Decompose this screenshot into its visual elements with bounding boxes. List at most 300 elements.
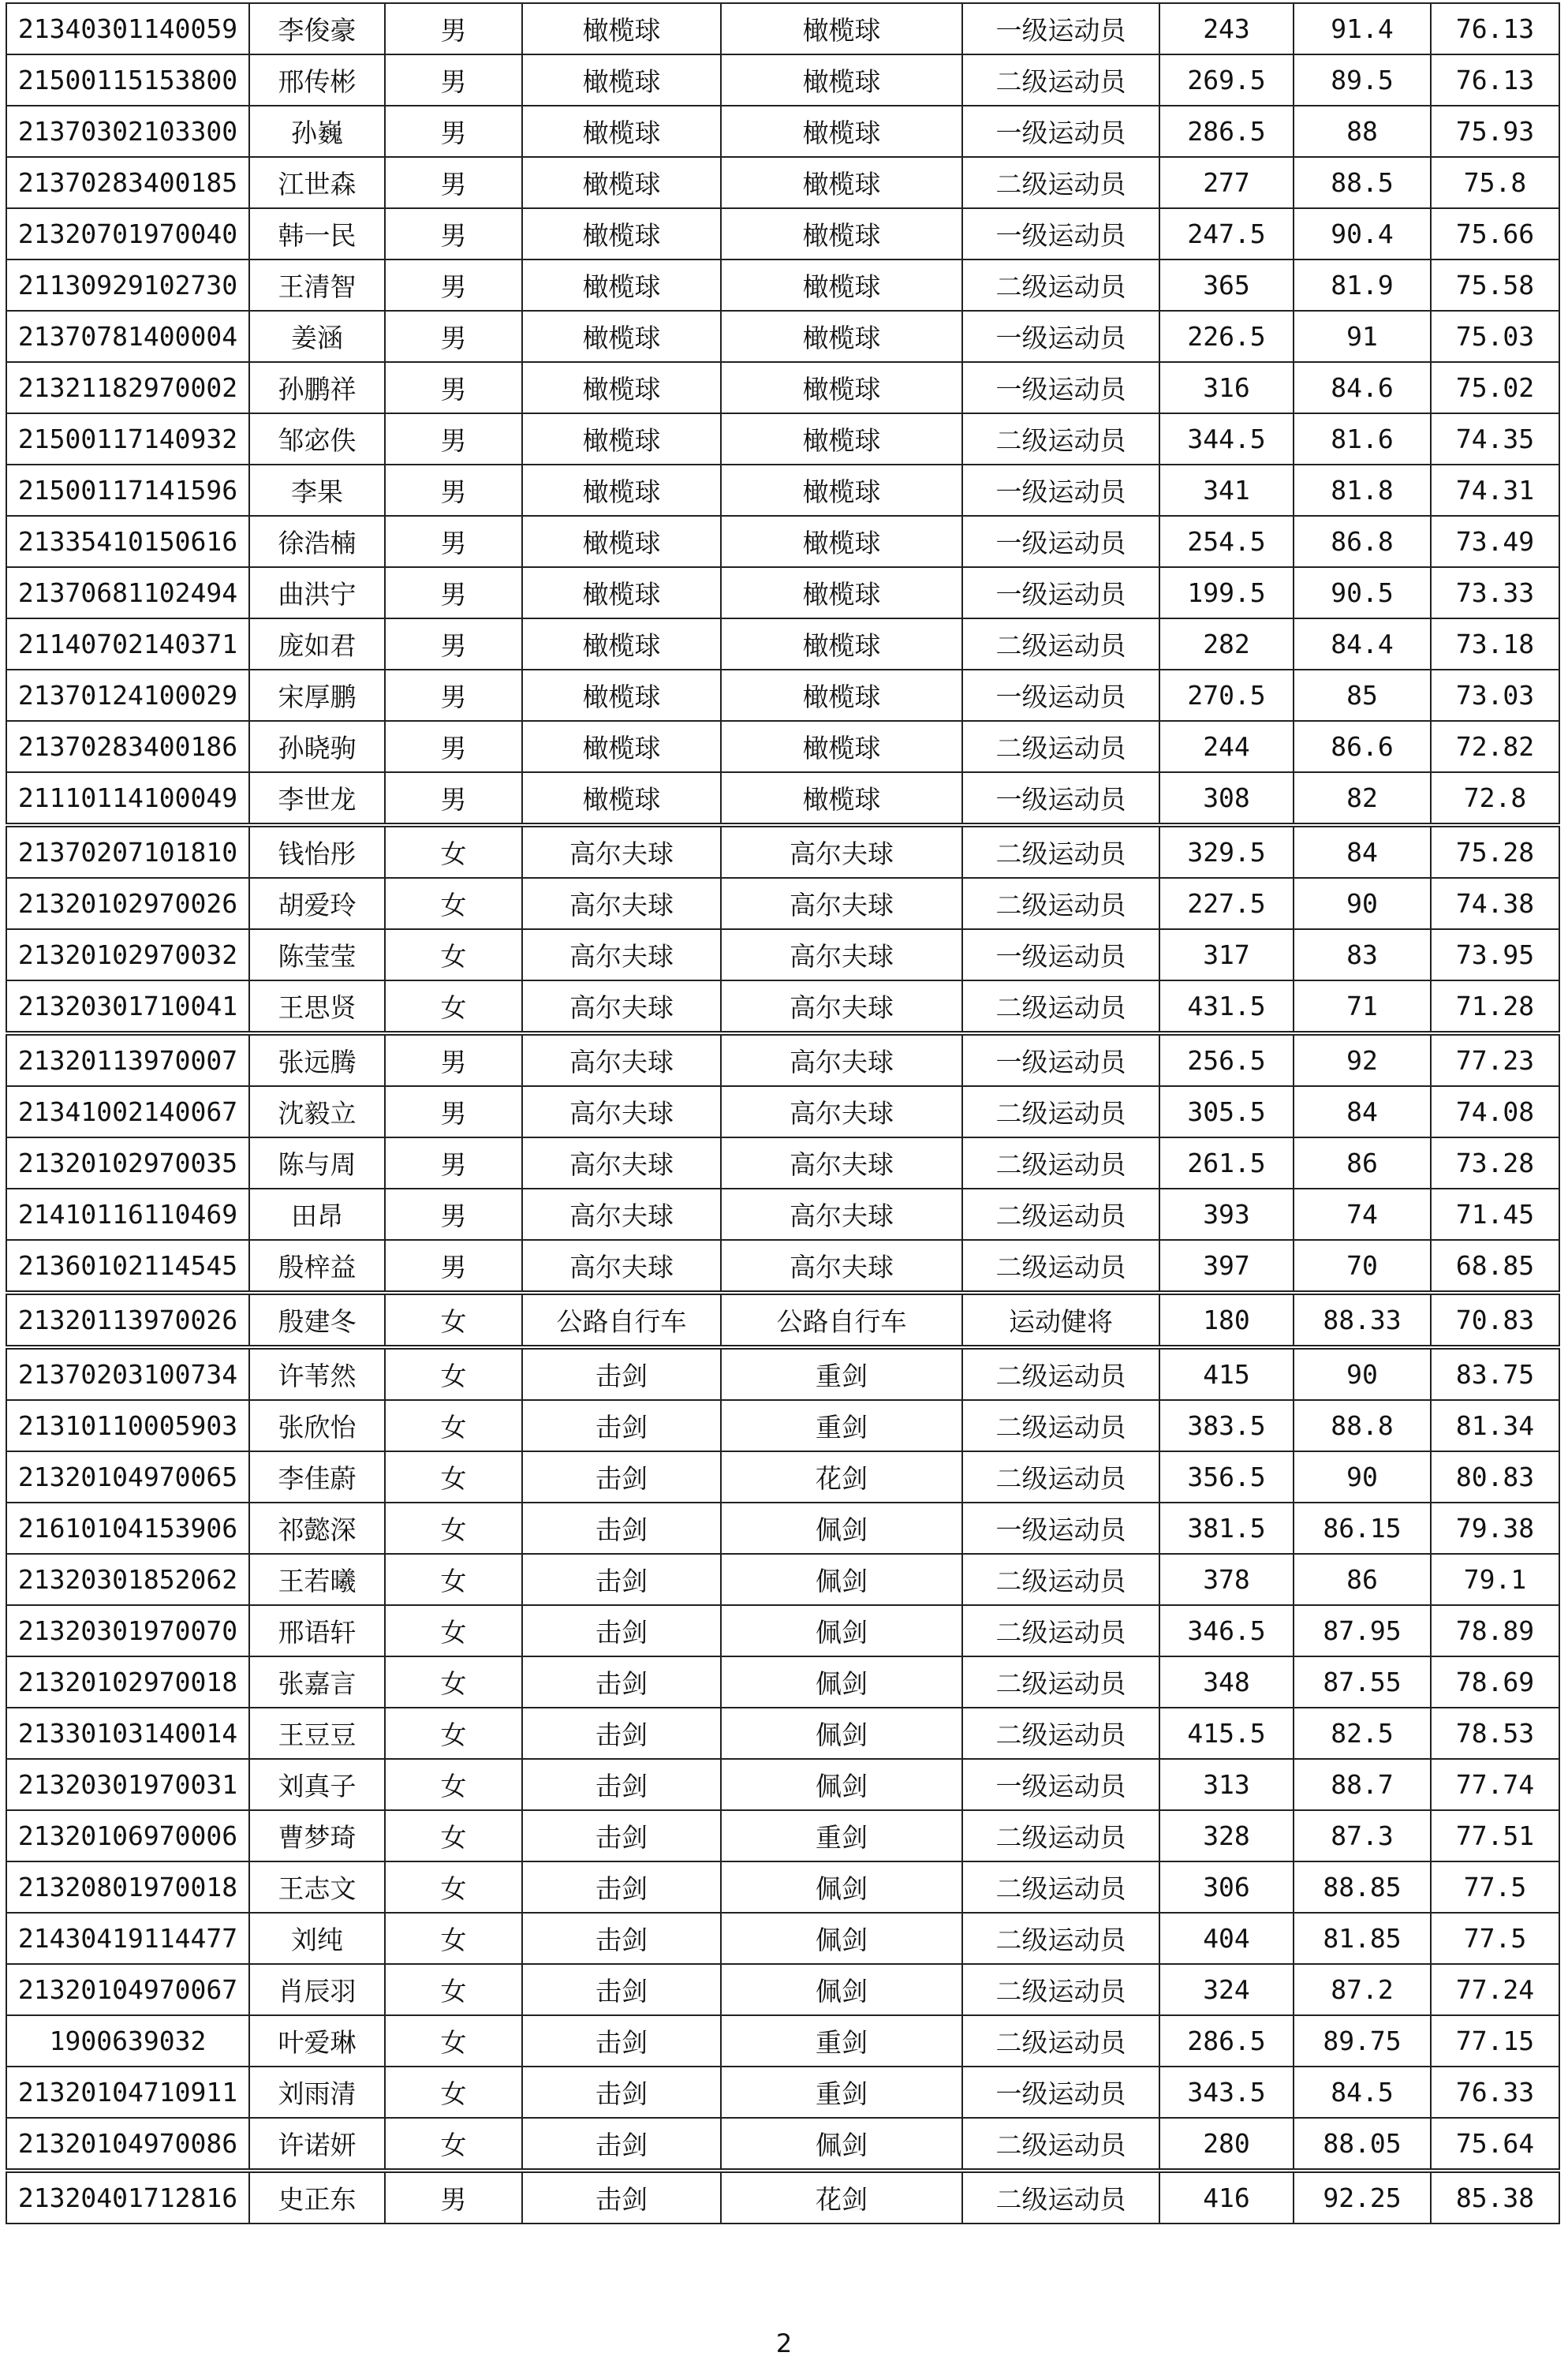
cell-sport: 击剑	[522, 1656, 721, 1708]
cell-athlete-level: 一级运动员	[962, 1503, 1159, 1554]
cell-event: 花剑	[721, 2171, 962, 2224]
cell-gender: 男	[385, 465, 522, 516]
cell-score-1: 286.5	[1159, 106, 1294, 157]
cell-candidate-id: 21130929102730	[6, 260, 249, 311]
cell-name: 姜涵	[249, 311, 385, 362]
cell-candidate-id: 21320301970031	[6, 1759, 249, 1810]
cell-score-1: 226.5	[1159, 311, 1294, 362]
cell-candidate-id: 21320301852062	[6, 1554, 249, 1605]
cell-total-score: 68.85	[1431, 1240, 1559, 1293]
cell-score-2: 86	[1294, 1554, 1431, 1605]
cell-candidate-id: 21370207101810	[6, 825, 249, 878]
cell-name: 许苇然	[249, 1347, 385, 1400]
cell-score-1: 313	[1159, 1759, 1294, 1810]
cell-name: 陈莹莹	[249, 929, 385, 980]
cell-event: 高尔夫球	[721, 1137, 962, 1189]
cell-event: 橄榄球	[721, 516, 962, 567]
cell-athlete-level: 二级运动员	[962, 1810, 1159, 1861]
cell-event: 公路自行车	[721, 1293, 962, 1347]
cell-gender: 男	[385, 54, 522, 106]
cell-score-1: 329.5	[1159, 825, 1294, 878]
cell-candidate-id: 21500115153800	[6, 54, 249, 106]
cell-event: 橄榄球	[721, 362, 962, 413]
cell-name: 张远腾	[249, 1033, 385, 1086]
cell-gender: 男	[385, 260, 522, 311]
cell-name: 王思贤	[249, 980, 385, 1033]
cell-score-2: 85	[1294, 670, 1431, 721]
cell-gender: 男	[385, 208, 522, 260]
cell-score-2: 91.4	[1294, 3, 1431, 54]
cell-name: 李果	[249, 465, 385, 516]
table-row	[6, 1503, 1559, 1554]
cell-athlete-level: 一级运动员	[962, 3, 1159, 54]
cell-candidate-id: 21340301140059	[6, 3, 249, 54]
cell-sport: 橄榄球	[522, 567, 721, 618]
cell-event: 橄榄球	[721, 157, 962, 208]
cell-total-score: 72.82	[1431, 721, 1559, 772]
cell-name: 钱怡彤	[249, 825, 385, 878]
cell-score-1: 416	[1159, 2171, 1294, 2224]
cell-sport: 击剑	[522, 2118, 721, 2171]
cell-total-score: 75.58	[1431, 260, 1559, 311]
table-row	[6, 772, 1559, 825]
cell-gender: 男	[385, 1086, 522, 1137]
cell-candidate-id: 21320102970018	[6, 1656, 249, 1708]
cell-athlete-level: 二级运动员	[962, 1240, 1159, 1293]
cell-sport: 橄榄球	[522, 260, 721, 311]
cell-gender: 男	[385, 721, 522, 772]
cell-gender: 男	[385, 157, 522, 208]
cell-sport: 高尔夫球	[522, 1033, 721, 1086]
cell-total-score: 80.83	[1431, 1451, 1559, 1503]
cell-gender: 男	[385, 516, 522, 567]
cell-total-score: 71.45	[1431, 1189, 1559, 1240]
cell-total-score: 75.8	[1431, 157, 1559, 208]
cell-name: 张欣怡	[249, 1400, 385, 1451]
cell-score-2: 87.55	[1294, 1656, 1431, 1708]
cell-name: 王若曦	[249, 1554, 385, 1605]
cell-score-2: 88.05	[1294, 2118, 1431, 2171]
cell-candidate-id: 21500117140932	[6, 413, 249, 465]
cell-total-score: 77.23	[1431, 1033, 1559, 1086]
cell-sport: 橄榄球	[522, 208, 721, 260]
cell-event: 佩剑	[721, 1913, 962, 1964]
cell-event: 橄榄球	[721, 3, 962, 54]
cell-score-1: 317	[1159, 929, 1294, 980]
cell-event: 重剑	[721, 2015, 962, 2067]
cell-score-2: 90.5	[1294, 567, 1431, 618]
cell-gender: 女	[385, 929, 522, 980]
cell-score-2: 87.3	[1294, 1810, 1431, 1861]
cell-score-2: 81.85	[1294, 1913, 1431, 1964]
cell-total-score: 78.53	[1431, 1708, 1559, 1759]
cell-score-2: 74	[1294, 1189, 1431, 1240]
cell-score-2: 81.6	[1294, 413, 1431, 465]
cell-athlete-level: 二级运动员	[962, 1400, 1159, 1451]
cell-event: 橄榄球	[721, 772, 962, 825]
cell-name: 韩一民	[249, 208, 385, 260]
cell-score-1: 397	[1159, 1240, 1294, 1293]
cell-candidate-id: 21410116110469	[6, 1189, 249, 1240]
table-row	[6, 1810, 1559, 1861]
cell-name: 祁懿深	[249, 1503, 385, 1554]
table-row	[6, 1759, 1559, 1810]
cell-name: 孙晓驹	[249, 721, 385, 772]
cell-score-1: 306	[1159, 1861, 1294, 1913]
cell-name: 庞如君	[249, 618, 385, 670]
cell-score-2: 84	[1294, 825, 1431, 878]
cell-athlete-level: 二级运动员	[962, 1605, 1159, 1656]
cell-score-2: 86.15	[1294, 1503, 1431, 1554]
cell-gender: 男	[385, 2171, 522, 2224]
cell-athlete-level: 一级运动员	[962, 772, 1159, 825]
cell-total-score: 73.49	[1431, 516, 1559, 567]
cell-sport: 击剑	[522, 1964, 721, 2015]
cell-event: 橄榄球	[721, 670, 962, 721]
cell-athlete-level: 运动健将	[962, 1293, 1159, 1347]
cell-candidate-id: 21320104970086	[6, 2118, 249, 2171]
cell-athlete-level: 二级运动员	[962, 721, 1159, 772]
cell-candidate-id: 21320104970067	[6, 1964, 249, 2015]
cell-score-2: 70	[1294, 1240, 1431, 1293]
cell-total-score: 77.24	[1431, 1964, 1559, 2015]
cell-candidate-id: 21320701970040	[6, 208, 249, 260]
cell-total-score: 83.75	[1431, 1347, 1559, 1400]
cell-score-1: 393	[1159, 1189, 1294, 1240]
cell-gender: 女	[385, 1810, 522, 1861]
cell-event: 花剑	[721, 1451, 962, 1503]
cell-event: 佩剑	[721, 1759, 962, 1810]
cell-score-2: 82	[1294, 772, 1431, 825]
cell-gender: 女	[385, 878, 522, 929]
cell-event: 高尔夫球	[721, 980, 962, 1033]
cell-name: 孙巍	[249, 106, 385, 157]
cell-total-score: 76.13	[1431, 3, 1559, 54]
cell-event: 橄榄球	[721, 465, 962, 516]
cell-candidate-id: 21500117141596	[6, 465, 249, 516]
cell-sport: 击剑	[522, 2015, 721, 2067]
cell-score-2: 81.9	[1294, 260, 1431, 311]
cell-score-2: 88.5	[1294, 157, 1431, 208]
cell-gender: 男	[385, 618, 522, 670]
cell-candidate-id: 21320301710041	[6, 980, 249, 1033]
cell-score-1: 431.5	[1159, 980, 1294, 1033]
cell-score-2: 82.5	[1294, 1708, 1431, 1759]
table-row	[6, 2067, 1559, 2118]
cell-total-score: 77.74	[1431, 1759, 1559, 1810]
cell-total-score: 73.03	[1431, 670, 1559, 721]
cell-name: 王清智	[249, 260, 385, 311]
cell-sport: 橄榄球	[522, 157, 721, 208]
cell-gender: 女	[385, 825, 522, 878]
cell-score-2: 86	[1294, 1137, 1431, 1189]
cell-sport: 高尔夫球	[522, 980, 721, 1033]
cell-gender: 男	[385, 670, 522, 721]
table-row	[6, 2171, 1559, 2224]
cell-score-2: 90.4	[1294, 208, 1431, 260]
cell-score-2: 88	[1294, 106, 1431, 157]
cell-candidate-id: 21370283400185	[6, 157, 249, 208]
cell-athlete-level: 二级运动员	[962, 1137, 1159, 1189]
cell-score-1: 365	[1159, 260, 1294, 311]
cell-score-2: 90	[1294, 878, 1431, 929]
cell-athlete-level: 二级运动员	[962, 1189, 1159, 1240]
cell-candidate-id: 21610104153906	[6, 1503, 249, 1554]
cell-sport: 击剑	[522, 1554, 721, 1605]
cell-score-1: 243	[1159, 3, 1294, 54]
cell-athlete-level: 一级运动员	[962, 465, 1159, 516]
cell-candidate-id: 21320106970006	[6, 1810, 249, 1861]
cell-sport: 击剑	[522, 1347, 721, 1400]
cell-total-score: 75.03	[1431, 311, 1559, 362]
table-row	[6, 1347, 1559, 1400]
cell-name: 李世龙	[249, 772, 385, 825]
cell-total-score: 81.34	[1431, 1400, 1559, 1451]
cell-athlete-level: 二级运动员	[962, 2015, 1159, 2067]
cell-candidate-id: 21320102970035	[6, 1137, 249, 1189]
cell-score-1: 415	[1159, 1347, 1294, 1400]
cell-score-2: 91	[1294, 311, 1431, 362]
cell-gender: 女	[385, 1503, 522, 1554]
cell-name: 邢传彬	[249, 54, 385, 106]
cell-name: 刘真子	[249, 1759, 385, 1810]
cell-name: 曹梦琦	[249, 1810, 385, 1861]
cell-event: 重剑	[721, 1400, 962, 1451]
cell-athlete-level: 一级运动员	[962, 362, 1159, 413]
cell-candidate-id: 21320301970070	[6, 1605, 249, 1656]
cell-name: 邢语轩	[249, 1605, 385, 1656]
cell-sport: 橄榄球	[522, 54, 721, 106]
table-row	[6, 980, 1559, 1033]
table-row	[6, 1033, 1559, 1086]
cell-candidate-id: 21140702140371	[6, 618, 249, 670]
roster-table	[6, 2, 1560, 2224]
cell-gender: 男	[385, 311, 522, 362]
cell-gender: 男	[385, 1033, 522, 1086]
cell-score-2: 87.95	[1294, 1605, 1431, 1656]
roster-table-container	[6, 2, 1559, 2224]
table-row	[6, 2015, 1559, 2067]
cell-name: 江世森	[249, 157, 385, 208]
cell-sport: 高尔夫球	[522, 1240, 721, 1293]
cell-sport: 橄榄球	[522, 413, 721, 465]
cell-total-score: 79.1	[1431, 1554, 1559, 1605]
cell-total-score: 73.95	[1431, 929, 1559, 980]
cell-sport: 橄榄球	[522, 516, 721, 567]
cell-gender: 男	[385, 106, 522, 157]
cell-candidate-id: 21370302103300	[6, 106, 249, 157]
cell-candidate-id: 21370283400186	[6, 721, 249, 772]
cell-candidate-id: 21320113970007	[6, 1033, 249, 1086]
cell-score-1: 227.5	[1159, 878, 1294, 929]
cell-name: 陈与周	[249, 1137, 385, 1189]
cell-name: 田昂	[249, 1189, 385, 1240]
cell-total-score: 77.5	[1431, 1861, 1559, 1913]
cell-gender: 女	[385, 2015, 522, 2067]
cell-event: 高尔夫球	[721, 1086, 962, 1137]
cell-name: 殷梓益	[249, 1240, 385, 1293]
cell-athlete-level: 二级运动员	[962, 1861, 1159, 1913]
table-row	[6, 208, 1559, 260]
cell-event: 橄榄球	[721, 721, 962, 772]
cell-name: 孙鹏祥	[249, 362, 385, 413]
cell-score-2: 87.2	[1294, 1964, 1431, 2015]
cell-score-1: 270.5	[1159, 670, 1294, 721]
cell-name: 李佳蔚	[249, 1451, 385, 1503]
cell-score-2: 84.5	[1294, 2067, 1431, 2118]
cell-score-1: 254.5	[1159, 516, 1294, 567]
table-row	[6, 413, 1559, 465]
cell-sport: 橄榄球	[522, 721, 721, 772]
table-row	[6, 670, 1559, 721]
cell-score-1: 282	[1159, 618, 1294, 670]
cell-score-1: 316	[1159, 362, 1294, 413]
cell-score-2: 81.8	[1294, 465, 1431, 516]
cell-candidate-id: 21430419114477	[6, 1913, 249, 1964]
cell-total-score: 76.33	[1431, 2067, 1559, 2118]
cell-score-2: 83	[1294, 929, 1431, 980]
table-row	[6, 260, 1559, 311]
cell-event: 橄榄球	[721, 106, 962, 157]
cell-athlete-level: 一级运动员	[962, 2067, 1159, 2118]
cell-athlete-level: 二级运动员	[962, 1656, 1159, 1708]
cell-sport: 击剑	[522, 2171, 721, 2224]
table-row	[6, 1240, 1559, 1293]
table-row	[6, 1451, 1559, 1503]
cell-score-2: 92	[1294, 1033, 1431, 1086]
cell-candidate-id: 21320104970065	[6, 1451, 249, 1503]
cell-sport: 高尔夫球	[522, 878, 721, 929]
cell-event: 重剑	[721, 2067, 962, 2118]
cell-sport: 橄榄球	[522, 772, 721, 825]
cell-event: 佩剑	[721, 1605, 962, 1656]
cell-event: 佩剑	[721, 1503, 962, 1554]
cell-event: 佩剑	[721, 1656, 962, 1708]
roster-rows	[6, 3, 1559, 2224]
cell-score-2: 89.75	[1294, 2015, 1431, 2067]
cell-event: 高尔夫球	[721, 825, 962, 878]
table-row	[6, 1708, 1559, 1759]
cell-athlete-level: 一级运动员	[962, 208, 1159, 260]
cell-candidate-id: 21370124100029	[6, 670, 249, 721]
cell-event: 佩剑	[721, 1861, 962, 1913]
cell-sport: 橄榄球	[522, 106, 721, 157]
cell-athlete-level: 二级运动员	[962, 157, 1159, 208]
cell-score-2: 86.8	[1294, 516, 1431, 567]
cell-score-1: 308	[1159, 772, 1294, 825]
table-row	[6, 157, 1559, 208]
cell-score-1: 256.5	[1159, 1033, 1294, 1086]
cell-athlete-level: 一级运动员	[962, 670, 1159, 721]
cell-event: 橄榄球	[721, 618, 962, 670]
cell-name: 宋厚鹏	[249, 670, 385, 721]
cell-total-score: 75.64	[1431, 2118, 1559, 2171]
page-number: 2	[775, 2328, 793, 2358]
table-row	[6, 311, 1559, 362]
cell-sport: 击剑	[522, 1861, 721, 1913]
cell-athlete-level: 二级运动员	[962, 618, 1159, 670]
cell-score-1: 286.5	[1159, 2015, 1294, 2067]
cell-sport: 橄榄球	[522, 311, 721, 362]
cell-athlete-level: 一级运动员	[962, 106, 1159, 157]
table-row	[6, 1554, 1559, 1605]
cell-event: 橄榄球	[721, 54, 962, 106]
table-row	[6, 618, 1559, 670]
cell-sport: 击剑	[522, 1913, 721, 1964]
cell-athlete-level: 一级运动员	[962, 311, 1159, 362]
cell-candidate-id: 21360102114545	[6, 1240, 249, 1293]
cell-candidate-id: 21370203100734	[6, 1347, 249, 1400]
cell-score-1: 356.5	[1159, 1451, 1294, 1503]
cell-event: 高尔夫球	[721, 1189, 962, 1240]
table-row	[6, 362, 1559, 413]
cell-athlete-level: 一级运动员	[962, 1033, 1159, 1086]
cell-score-1: 344.5	[1159, 413, 1294, 465]
cell-candidate-id: 21320102970032	[6, 929, 249, 980]
cell-event: 佩剑	[721, 1708, 962, 1759]
cell-athlete-level: 二级运动员	[962, 980, 1159, 1033]
cell-name: 刘雨清	[249, 2067, 385, 2118]
cell-score-1: 348	[1159, 1656, 1294, 1708]
cell-score-2: 84.4	[1294, 618, 1431, 670]
cell-athlete-level: 一级运动员	[962, 929, 1159, 980]
cell-sport: 橄榄球	[522, 3, 721, 54]
table-row	[6, 516, 1559, 567]
cell-name: 曲洪宁	[249, 567, 385, 618]
cell-score-2: 92.25	[1294, 2171, 1431, 2224]
cell-sport: 橄榄球	[522, 618, 721, 670]
cell-sport: 击剑	[522, 1400, 721, 1451]
cell-athlete-level: 二级运动员	[962, 1964, 1159, 2015]
cell-score-1: 261.5	[1159, 1137, 1294, 1189]
table-row	[6, 1656, 1559, 1708]
cell-total-score: 75.02	[1431, 362, 1559, 413]
cell-sport: 公路自行车	[522, 1293, 721, 1347]
cell-candidate-id: 21335410150616	[6, 516, 249, 567]
cell-name: 张嘉言	[249, 1656, 385, 1708]
cell-score-2: 88.33	[1294, 1293, 1431, 1347]
cell-gender: 男	[385, 3, 522, 54]
cell-score-1: 341	[1159, 465, 1294, 516]
cell-total-score: 73.28	[1431, 1137, 1559, 1189]
cell-total-score: 77.51	[1431, 1810, 1559, 1861]
cell-gender: 女	[385, 1347, 522, 1400]
cell-gender: 男	[385, 567, 522, 618]
cell-score-1: 383.5	[1159, 1400, 1294, 1451]
cell-score-1: 199.5	[1159, 567, 1294, 618]
cell-sport: 击剑	[522, 1708, 721, 1759]
cell-score-2: 90	[1294, 1451, 1431, 1503]
cell-gender: 女	[385, 1554, 522, 1605]
cell-event: 高尔夫球	[721, 1240, 962, 1293]
cell-sport: 高尔夫球	[522, 825, 721, 878]
cell-event: 佩剑	[721, 1554, 962, 1605]
cell-score-2: 88.7	[1294, 1759, 1431, 1810]
table-row	[6, 825, 1559, 878]
cell-candidate-id: 21310110005903	[6, 1400, 249, 1451]
cell-score-1: 404	[1159, 1913, 1294, 1964]
cell-score-1: 381.5	[1159, 1503, 1294, 1554]
table-row	[6, 1189, 1559, 1240]
cell-gender: 女	[385, 1451, 522, 1503]
cell-total-score: 77.15	[1431, 2015, 1559, 2067]
cell-total-score: 74.08	[1431, 1086, 1559, 1137]
cell-sport: 橄榄球	[522, 670, 721, 721]
cell-score-1: 305.5	[1159, 1086, 1294, 1137]
cell-candidate-id: 21370781400004	[6, 311, 249, 362]
cell-score-2: 88.8	[1294, 1400, 1431, 1451]
table-row	[6, 54, 1559, 106]
